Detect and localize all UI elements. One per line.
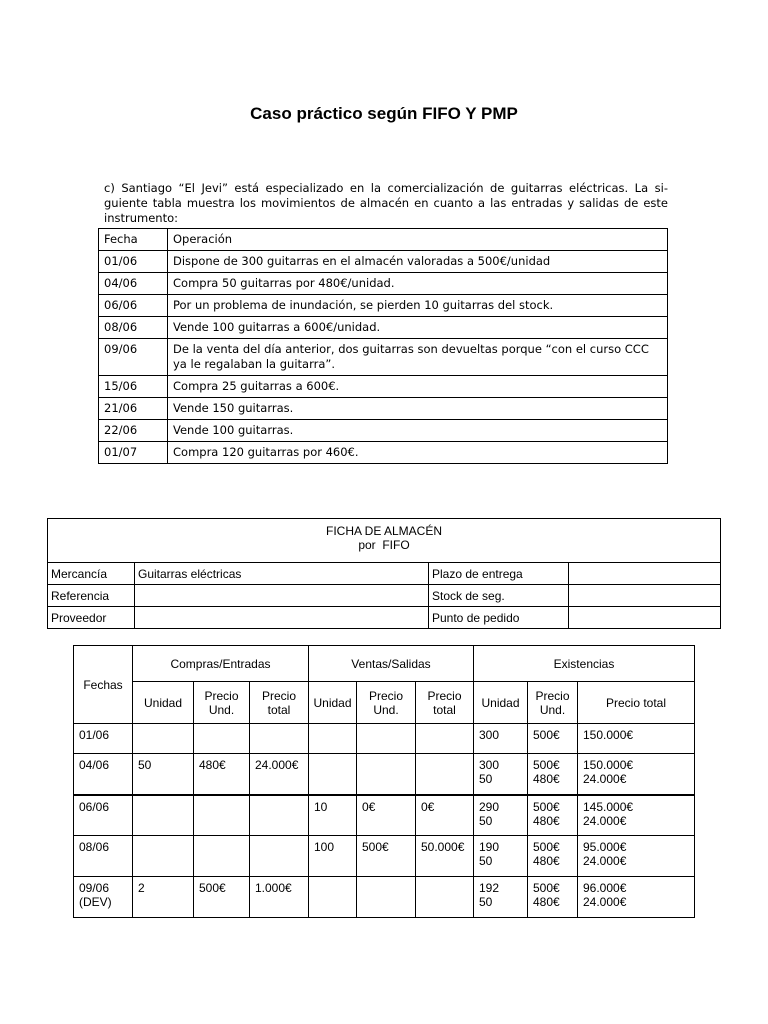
- ficha-value: [569, 607, 721, 629]
- mov-fecha: 04/06: [74, 754, 133, 795]
- ficha-almacen: [47, 518, 721, 629]
- exist-total: 96.000€ 24.000€: [578, 877, 695, 918]
- op-fecha: 09/06: [99, 339, 168, 376]
- op-text: Por un problema de inundación, se pierden 10 guitarras del stock.: [168, 295, 668, 317]
- table-row: [99, 251, 668, 273]
- exist-unidad: 190 50: [474, 836, 528, 877]
- ficha-row: [48, 607, 721, 629]
- exist-total: 150.000€: [578, 724, 695, 754]
- page-title: Caso práctico según FIFO Y PMP: [250, 104, 518, 123]
- ficha-label: Plazo de entrega: [429, 563, 569, 585]
- compra-total: 24.000€: [250, 754, 309, 795]
- venta-unidad: 100: [309, 836, 357, 877]
- mov-fecha: 09/06 (DEV): [74, 877, 133, 918]
- exist-precio: 500€ 480€: [528, 754, 578, 795]
- ficha-value: [135, 607, 429, 629]
- table-row: [74, 795, 695, 836]
- sub-precio-und: Precio Und.: [357, 682, 416, 724]
- sub-unidad: Unidad: [474, 682, 528, 724]
- compra-precio: 500€: [194, 877, 250, 918]
- exist-total: 145.000€ 24.000€: [578, 795, 695, 836]
- exist-unidad: 300: [474, 724, 528, 754]
- ficha-label: Punto de pedido: [429, 607, 569, 629]
- venta-total: 0€: [416, 795, 474, 836]
- op-text: Compra 25 guitarras a 600€.: [168, 376, 668, 398]
- ficha-row: [48, 585, 721, 607]
- ficha-value: [569, 585, 721, 607]
- compra-precio: [194, 836, 250, 877]
- op-text: Vende 100 guitarras.: [168, 420, 668, 442]
- compra-total: [250, 724, 309, 754]
- exist-unidad: 290 50: [474, 795, 528, 836]
- exist-precio: 500€: [528, 724, 578, 754]
- ficha-label: Proveedor: [48, 607, 135, 629]
- compra-unidad: 50: [133, 754, 194, 795]
- compra-unidad: [133, 795, 194, 836]
- group-existencias: Existencias: [474, 646, 695, 682]
- table-row: [99, 376, 668, 398]
- op-fecha: 08/06: [99, 317, 168, 339]
- table-header-row: [99, 229, 668, 251]
- venta-total: [416, 877, 474, 918]
- sub-unidad: Unidad: [309, 682, 357, 724]
- venta-total: 50.000€: [416, 836, 474, 877]
- compra-unidad: [133, 724, 194, 754]
- table-row: [99, 420, 668, 442]
- intro-paragraph: c) Santiago “El Jevi” está especializado en la comercialización de guitarras eléctricas. La si-guiente tabla muestra los movimientos de almacén en cuanto a las entradas y salidas de este instrumento:: [104, 181, 668, 225]
- exist-total: 95.000€ 24.000€: [578, 836, 695, 877]
- header-fechas: Fechas: [74, 646, 133, 724]
- sub-precio-total: Precio total: [250, 682, 309, 724]
- venta-precio: 0€: [357, 795, 416, 836]
- compra-precio: [194, 795, 250, 836]
- header-operacion: Operación: [168, 229, 668, 251]
- header-fecha: Fecha: [99, 229, 168, 251]
- op-text: De la venta del día anterior, dos guitarras son devueltas porque “con el curso CCC ya le regalaban la guitarra”.: [168, 339, 668, 376]
- table-row: [99, 339, 668, 376]
- ficha-title: FICHA DE ALMACÉN: [325, 524, 443, 538]
- venta-unidad: 10: [309, 795, 357, 836]
- table-row: [99, 442, 668, 464]
- op-text: Compra 120 guitarras por 460€.: [168, 442, 668, 464]
- venta-unidad: [309, 877, 357, 918]
- compra-precio: [194, 724, 250, 754]
- venta-precio: [357, 724, 416, 754]
- compra-total: 1.000€: [250, 877, 309, 918]
- exist-unidad: 300 50: [474, 754, 528, 795]
- compra-unidad: 2: [133, 877, 194, 918]
- table-row: [99, 317, 668, 339]
- op-fecha: 15/06: [99, 376, 168, 398]
- op-text: Dispone de 300 guitarras en el almacén valoradas a 500€/unidad: [168, 251, 668, 273]
- op-fecha: 22/06: [99, 420, 168, 442]
- table-row: [74, 836, 695, 877]
- compra-total: [250, 795, 309, 836]
- op-fecha: 06/06: [99, 295, 168, 317]
- op-text: Compra 50 guitarras por 480€/unidad.: [168, 273, 668, 295]
- exist-total: 150.000€ 24.000€: [578, 754, 695, 795]
- ficha-label: Mercancía: [48, 563, 135, 585]
- ficha-label: Referencia: [48, 585, 135, 607]
- movements-table: [73, 645, 695, 918]
- exist-unidad: 192 50: [474, 877, 528, 918]
- sub-precio-und: Precio Und.: [194, 682, 250, 724]
- mov-fecha: 01/06: [74, 724, 133, 754]
- sub-precio-total: Precio total: [416, 682, 474, 724]
- ficha-row: [48, 563, 721, 585]
- op-fecha: 21/06: [99, 398, 168, 420]
- operations-table: [98, 228, 668, 464]
- ficha-value: [569, 563, 721, 585]
- op-fecha: 01/06: [99, 251, 168, 273]
- venta-unidad: [309, 754, 357, 795]
- exist-precio: 500€ 480€: [528, 877, 578, 918]
- sub-precio-und: Precio Und.: [528, 682, 578, 724]
- movements-body: [74, 724, 695, 918]
- compra-unidad: [133, 836, 194, 877]
- compra-precio: 480€: [194, 754, 250, 795]
- ficha-header: [48, 519, 721, 563]
- table-row: [74, 754, 695, 795]
- table-row: [99, 273, 668, 295]
- ficha-subtitle: por FIFO: [358, 538, 410, 552]
- exist-precio: 500€ 480€: [528, 836, 578, 877]
- ficha-label: Stock de seg.: [429, 585, 569, 607]
- table-row: [99, 295, 668, 317]
- venta-precio: [357, 754, 416, 795]
- ficha-value: Guitarras eléctricas: [135, 563, 429, 585]
- venta-total: [416, 724, 474, 754]
- compra-total: [250, 836, 309, 877]
- sub-precio-total: Precio total: [578, 682, 695, 724]
- venta-total: [416, 754, 474, 795]
- group-compras: Compras/Entradas: [133, 646, 309, 682]
- op-text: Vende 150 guitarras.: [168, 398, 668, 420]
- group-ventas: Ventas/Salidas: [309, 646, 474, 682]
- venta-unidad: [309, 724, 357, 754]
- venta-precio: 500€: [357, 836, 416, 877]
- ficha-value: [135, 585, 429, 607]
- op-fecha: 01/07: [99, 442, 168, 464]
- table-row: [99, 398, 668, 420]
- sub-unidad: Unidad: [133, 682, 194, 724]
- op-text: Vende 100 guitarras a 600€/unidad.: [168, 317, 668, 339]
- table-row: [74, 877, 695, 918]
- table-row: [74, 724, 695, 754]
- mov-fecha: 06/06: [74, 795, 133, 836]
- exist-precio: 500€ 480€: [528, 795, 578, 836]
- mov-fecha: 08/06: [74, 836, 133, 877]
- op-fecha: 04/06: [99, 273, 168, 295]
- venta-precio: [357, 877, 416, 918]
